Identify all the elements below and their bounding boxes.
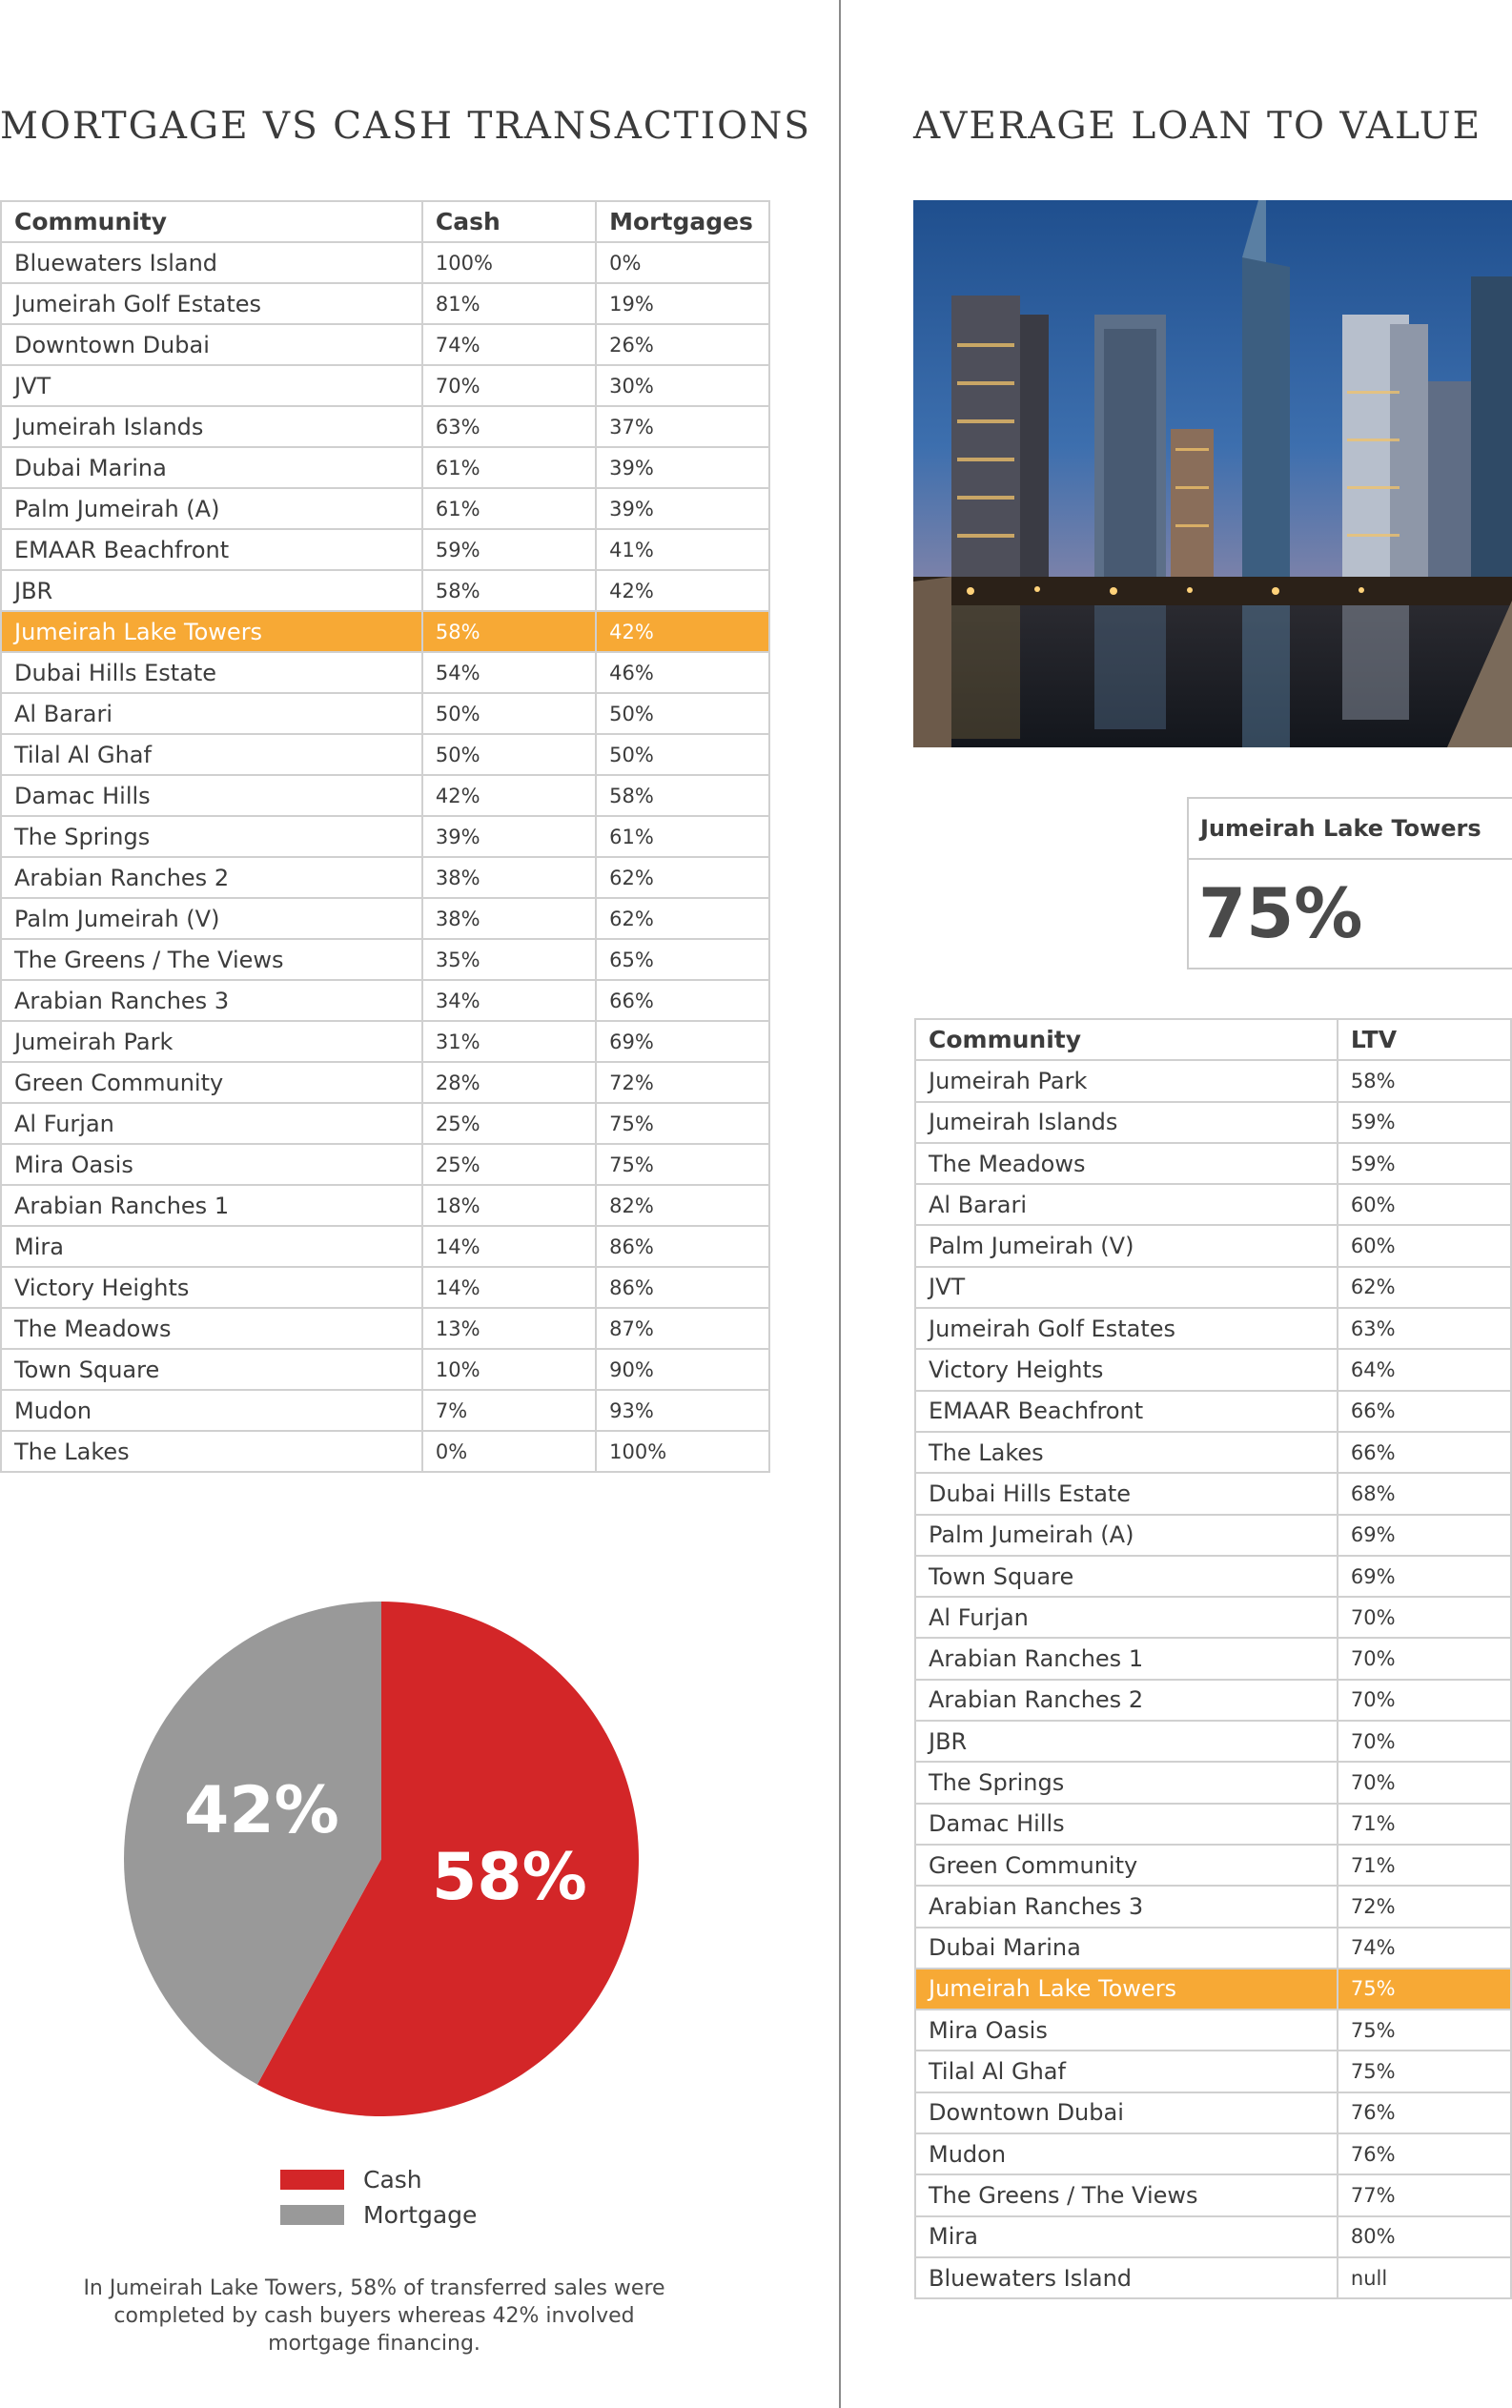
table-row — [915, 2010, 1511, 2051]
community-cell: Damac Hills — [1, 775, 422, 816]
ltv-card-label: Jumeirah Lake Towers — [1189, 799, 1512, 860]
value-cell: 28% — [422, 1062, 596, 1103]
table-row — [1, 1308, 769, 1349]
value-cell: 66% — [1338, 1432, 1511, 1473]
community-cell: Mudon — [1, 1390, 422, 1431]
value-cell: 76% — [1338, 2133, 1511, 2174]
value-cell: 14% — [422, 1267, 596, 1308]
value-cell: 74% — [422, 324, 596, 365]
community-cell: Mira — [1, 1226, 422, 1267]
value-cell: 100% — [422, 242, 596, 283]
value-cell: 63% — [422, 406, 596, 447]
value-cell: 30% — [596, 365, 769, 406]
community-cell: The Springs — [1, 816, 422, 857]
table-row — [915, 2092, 1511, 2133]
value-cell: 31% — [422, 1021, 596, 1062]
community-cell: Bluewaters Island — [1, 242, 422, 283]
value-cell: 68% — [1338, 1473, 1511, 1514]
table-row — [915, 1804, 1511, 1845]
value-cell: 63% — [1338, 1308, 1511, 1349]
value-cell: 69% — [1338, 1515, 1511, 1556]
community-cell: Bluewaters Island — [915, 2257, 1338, 2298]
value-cell: 75% — [1338, 2010, 1511, 2051]
table-row — [915, 1225, 1511, 1266]
table-row — [915, 2133, 1511, 2174]
jlt-ltv-card — [1187, 797, 1512, 969]
mortgage-vs-cash-title: MORTGAGE VS CASH TRANSACTIONS — [0, 105, 811, 148]
table-row — [1, 242, 769, 283]
value-cell: 39% — [596, 447, 769, 488]
value-cell: 64% — [1338, 1349, 1511, 1390]
value-cell: 61% — [422, 447, 596, 488]
value-cell: 58% — [422, 611, 596, 652]
community-cell: Town Square — [915, 1556, 1338, 1597]
community-cell: Palm Jumeirah (A) — [915, 1515, 1338, 1556]
value-cell: 25% — [422, 1103, 596, 1144]
community-cell: EMAAR Beachfront — [1, 529, 422, 570]
community-cell: The Springs — [915, 1762, 1338, 1803]
value-cell: 71% — [1338, 1845, 1511, 1886]
value-cell: 61% — [422, 488, 596, 529]
table-row — [915, 1060, 1511, 1101]
value-cell: 26% — [596, 324, 769, 365]
column-divider — [839, 0, 841, 2408]
value-cell: 39% — [596, 488, 769, 529]
value-cell: 70% — [1338, 1638, 1511, 1679]
table-row — [1, 1349, 769, 1390]
pie-label-cash: 58% — [432, 1840, 587, 1915]
value-cell: 34% — [422, 980, 596, 1021]
table-row — [1, 324, 769, 365]
legend-swatch-cash — [280, 2170, 344, 2190]
community-cell: Arabian Ranches 2 — [1, 857, 422, 898]
table-row — [915, 1638, 1511, 1679]
community-cell: Damac Hills — [915, 1804, 1338, 1845]
community-cell: Downtown Dubai — [1, 324, 422, 365]
table-row — [915, 1308, 1511, 1349]
community-cell: JVT — [915, 1267, 1338, 1308]
community-cell: Jumeirah Islands — [915, 1102, 1338, 1143]
table-row — [915, 1680, 1511, 1721]
community-cell: Victory Heights — [915, 1349, 1338, 1390]
value-cell: 59% — [422, 529, 596, 570]
value-cell: 42% — [596, 611, 769, 652]
value-cell: 69% — [1338, 1556, 1511, 1597]
value-cell: 90% — [596, 1349, 769, 1390]
community-cell: JVT — [1, 365, 422, 406]
table-row — [1, 1144, 769, 1185]
table-row — [915, 1102, 1511, 1143]
table-row — [915, 1886, 1511, 1927]
community-cell: Al Barari — [1, 693, 422, 734]
table-row — [915, 1391, 1511, 1432]
table-row — [1, 775, 769, 816]
pie-caption: In Jumeirah Lake Towers, 58% of transferred sales were completed by cash buyers whereas 42% involved mortgage financing. — [83, 2276, 665, 2356]
value-cell: 38% — [422, 857, 596, 898]
community-cell: The Greens / The Views — [1, 939, 422, 980]
pie-label-mortgage: 42% — [184, 1773, 339, 1848]
value-cell: 7% — [422, 1390, 596, 1431]
community-cell: Downtown Dubai — [915, 2092, 1338, 2133]
value-cell: 14% — [422, 1226, 596, 1267]
value-cell: 35% — [422, 939, 596, 980]
value-cell: 54% — [422, 652, 596, 693]
value-cell: 58% — [422, 570, 596, 611]
community-cell: Green Community — [1, 1062, 422, 1103]
value-cell: 75% — [596, 1103, 769, 1144]
table-row — [915, 1143, 1511, 1184]
table-row — [915, 1267, 1511, 1308]
table-row — [1, 447, 769, 488]
community-cell: Dubai Marina — [915, 1928, 1338, 1969]
value-cell: 77% — [1338, 2174, 1511, 2215]
community-cell: Jumeirah Park — [915, 1060, 1338, 1101]
community-cell: JBR — [1, 570, 422, 611]
value-cell: 62% — [596, 898, 769, 939]
table-row — [915, 1969, 1511, 2010]
average-ltv-title: AVERAGE LOAN TO VALUE — [913, 105, 1482, 148]
table-row — [1, 488, 769, 529]
community-cell: Arabian Ranches 3 — [1, 980, 422, 1021]
skyline-illustration — [913, 200, 1512, 747]
community-cell: Mira Oasis — [1, 1144, 422, 1185]
table-row — [1, 1390, 769, 1431]
value-cell: 60% — [1338, 1184, 1511, 1225]
community-cell: The Meadows — [915, 1143, 1338, 1184]
table-row — [1, 980, 769, 1021]
pie-legend — [280, 2162, 477, 2233]
value-cell: 75% — [596, 1144, 769, 1185]
table-header-row — [1, 201, 769, 242]
value-cell: 75% — [1338, 1969, 1511, 2010]
table-row — [915, 1845, 1511, 1886]
table-row — [915, 1349, 1511, 1390]
table-row — [915, 2051, 1511, 2092]
community-cell: Jumeirah Golf Estates — [915, 1308, 1338, 1349]
value-cell: 70% — [1338, 1597, 1511, 1638]
community-cell: Green Community — [915, 1845, 1338, 1886]
value-cell: 25% — [422, 1144, 596, 1185]
value-cell: 19% — [596, 283, 769, 324]
value-cell: 69% — [596, 1021, 769, 1062]
value-cell: 10% — [422, 1349, 596, 1390]
table-row — [915, 1721, 1511, 1762]
community-cell: Tilal Al Ghaf — [1, 734, 422, 775]
community-cell: Tilal Al Ghaf — [915, 2051, 1338, 2092]
value-cell: 37% — [596, 406, 769, 447]
table-row — [1, 1062, 769, 1103]
value-cell: 71% — [1338, 1804, 1511, 1845]
table-row — [915, 2257, 1511, 2298]
table-row — [915, 1515, 1511, 1556]
table-row — [1, 406, 769, 447]
value-cell: 100% — [596, 1431, 769, 1472]
mortgage-vs-cash-table — [0, 200, 770, 1473]
value-cell: 58% — [1338, 1060, 1511, 1101]
value-cell: 59% — [1338, 1143, 1511, 1184]
value-cell: 74% — [1338, 1928, 1511, 1969]
column-header-ltv: LTV — [1338, 1019, 1511, 1060]
community-cell: Al Furjan — [915, 1597, 1338, 1638]
value-cell: 42% — [422, 775, 596, 816]
value-cell: 66% — [596, 980, 769, 1021]
value-cell: 81% — [422, 283, 596, 324]
community-cell: Jumeirah Golf Estates — [1, 283, 422, 324]
community-cell: Arabian Ranches 1 — [1, 1185, 422, 1226]
table-row — [915, 2174, 1511, 2215]
ltv-table — [914, 1018, 1512, 2299]
legend-item-mortgage — [280, 2197, 477, 2233]
table-row — [1, 1103, 769, 1144]
community-cell: Jumeirah Islands — [1, 406, 422, 447]
value-cell: 70% — [422, 365, 596, 406]
legend-label-mortgage: Mortgage — [363, 2201, 478, 2229]
community-cell: The Lakes — [915, 1432, 1338, 1473]
value-cell: 86% — [596, 1267, 769, 1308]
value-cell: 80% — [1338, 2216, 1511, 2257]
value-cell: 70% — [1338, 1762, 1511, 1803]
column-header-cash: Cash — [422, 201, 596, 242]
value-cell: 60% — [1338, 1225, 1511, 1266]
community-cell: Mira — [915, 2216, 1338, 2257]
table-row — [1, 1185, 769, 1226]
table-row — [915, 1556, 1511, 1597]
legend-item-cash — [280, 2162, 477, 2197]
value-cell: 59% — [1338, 1102, 1511, 1143]
table-row — [915, 1597, 1511, 1638]
value-cell: 65% — [596, 939, 769, 980]
legend-label-cash: Cash — [363, 2166, 422, 2194]
table-row — [1, 898, 769, 939]
table-row — [1, 1267, 769, 1308]
community-cell: Mira Oasis — [915, 2010, 1338, 2051]
table-row — [1, 570, 769, 611]
table-row — [915, 1432, 1511, 1473]
community-cell: Victory Heights — [1, 1267, 422, 1308]
table-row — [1, 734, 769, 775]
community-cell: Mudon — [915, 2133, 1338, 2174]
value-cell: 46% — [596, 652, 769, 693]
value-cell: 50% — [422, 734, 596, 775]
community-cell: Arabian Ranches 2 — [915, 1680, 1338, 1721]
value-cell: 70% — [1338, 1680, 1511, 1721]
value-cell: 39% — [422, 816, 596, 857]
community-cell: The Meadows — [1, 1308, 422, 1349]
value-cell: 93% — [596, 1390, 769, 1431]
value-cell: 42% — [596, 570, 769, 611]
table-row — [1, 652, 769, 693]
value-cell: 38% — [422, 898, 596, 939]
value-cell: 72% — [596, 1062, 769, 1103]
community-cell: Dubai Marina — [1, 447, 422, 488]
community-cell: Jumeirah Lake Towers — [915, 1969, 1338, 2010]
value-cell: 66% — [1338, 1391, 1511, 1432]
value-cell: 72% — [1338, 1886, 1511, 1927]
value-cell: 50% — [596, 693, 769, 734]
community-cell: Jumeirah Park — [1, 1021, 422, 1062]
table-row — [1, 529, 769, 570]
value-cell: 58% — [596, 775, 769, 816]
community-cell: Dubai Hills Estate — [1, 652, 422, 693]
column-header-mortgages: Mortgages — [596, 201, 769, 242]
community-cell: Palm Jumeirah (V) — [915, 1225, 1338, 1266]
value-cell: 75% — [1338, 2051, 1511, 2092]
ltv-card-value: 75% — [1198, 873, 1363, 953]
value-cell: 62% — [596, 857, 769, 898]
table-row — [1, 1226, 769, 1267]
table-row — [1, 1021, 769, 1062]
value-cell: 50% — [596, 734, 769, 775]
value-cell: null — [1338, 2257, 1511, 2298]
column-header-community: Community — [1, 201, 422, 242]
table-row — [1, 693, 769, 734]
community-cell: Town Square — [1, 1349, 422, 1390]
value-cell: 13% — [422, 1308, 596, 1349]
community-cell: The Greens / The Views — [915, 2174, 1338, 2215]
table-row — [1, 365, 769, 406]
community-cell: Palm Jumeirah (V) — [1, 898, 422, 939]
legend-swatch-mortgage — [280, 2205, 344, 2225]
community-cell: EMAAR Beachfront — [915, 1391, 1338, 1432]
value-cell: 50% — [422, 693, 596, 734]
table-row — [1, 816, 769, 857]
value-cell: 86% — [596, 1226, 769, 1267]
community-cell: Arabian Ranches 3 — [915, 1886, 1338, 1927]
table-row — [915, 1184, 1511, 1225]
value-cell: 76% — [1338, 2092, 1511, 2133]
community-cell: The Lakes — [1, 1431, 422, 1472]
community-cell: Al Barari — [915, 1184, 1338, 1225]
table-row — [1, 939, 769, 980]
table-row — [1, 857, 769, 898]
community-cell: JBR — [915, 1721, 1338, 1762]
community-cell: Dubai Hills Estate — [915, 1473, 1338, 1514]
value-cell: 0% — [596, 242, 769, 283]
community-cell: Al Furjan — [1, 1103, 422, 1144]
table-row — [1, 611, 769, 652]
value-cell: 70% — [1338, 1721, 1511, 1762]
table-row — [1, 1431, 769, 1472]
community-cell: Palm Jumeirah (A) — [1, 488, 422, 529]
table-row — [915, 1473, 1511, 1514]
table-row — [1, 283, 769, 324]
value-cell: 82% — [596, 1185, 769, 1226]
community-cell: Arabian Ranches 1 — [915, 1638, 1338, 1679]
jlt-skyline-photo — [913, 200, 1512, 747]
table-row — [915, 1928, 1511, 1969]
value-cell: 18% — [422, 1185, 596, 1226]
value-cell: 62% — [1338, 1267, 1511, 1308]
value-cell: 61% — [596, 816, 769, 857]
table-row — [915, 1762, 1511, 1803]
value-cell: 0% — [422, 1431, 596, 1472]
table-row — [915, 2216, 1511, 2257]
table-header-row — [915, 1019, 1511, 1060]
value-cell: 41% — [596, 529, 769, 570]
value-cell: 87% — [596, 1308, 769, 1349]
column-header-community: Community — [915, 1019, 1338, 1060]
community-cell: Jumeirah Lake Towers — [1, 611, 422, 652]
